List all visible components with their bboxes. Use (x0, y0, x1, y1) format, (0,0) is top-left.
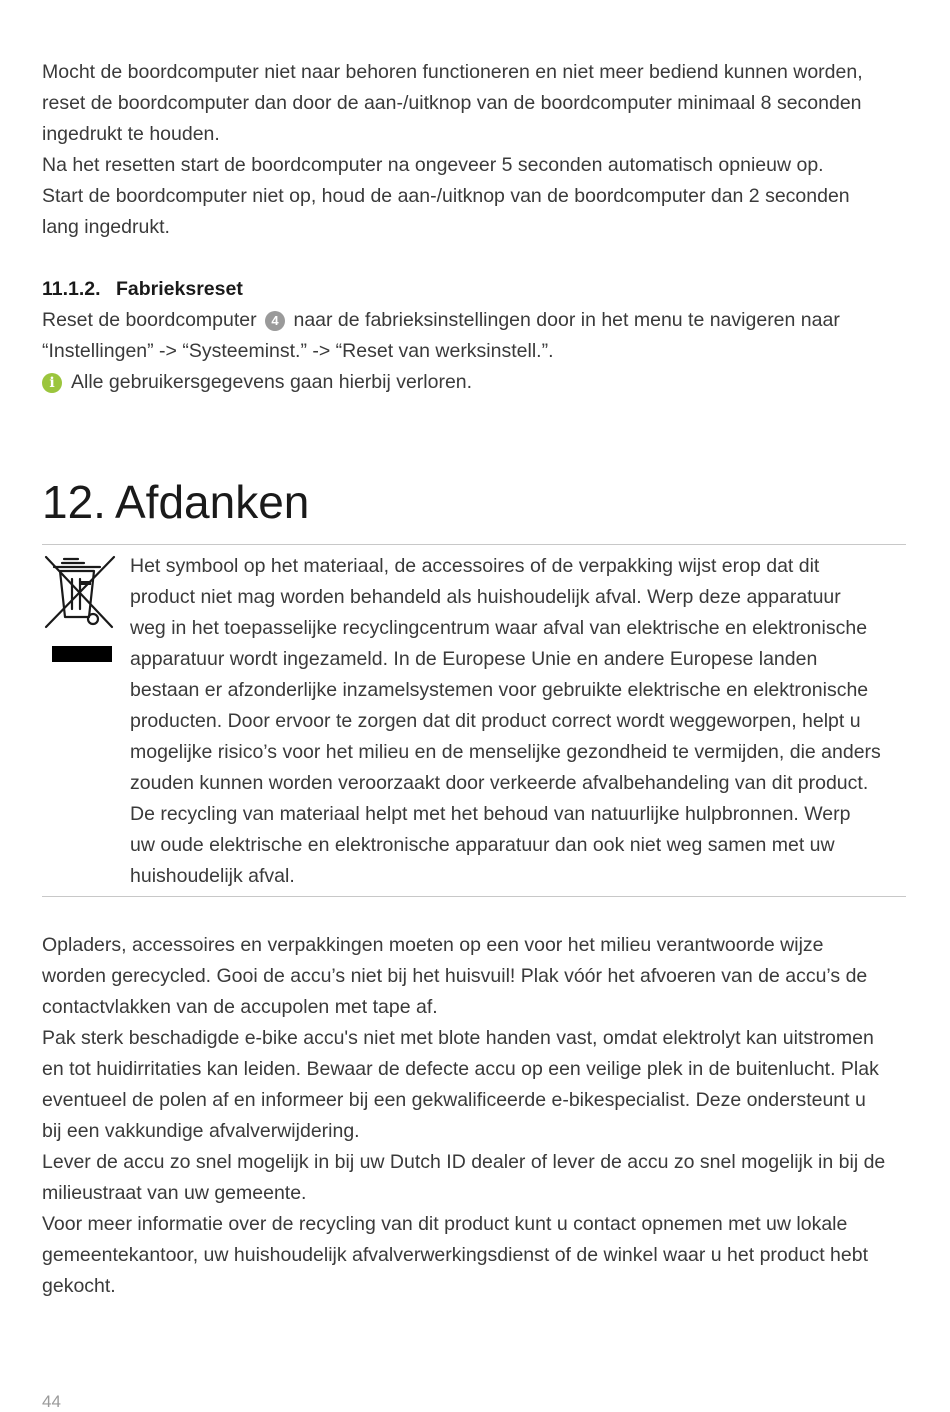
text-line: zouden kunnen worden veroorzaakt door verkeerde afvalbehandeling van dit product. (130, 772, 869, 794)
text-line: uw oude elektrische en elektronische apparatuur dan ook niet weg samen met uw (130, 834, 835, 856)
text-line: bij een vakkundige afvalverwijdering. (42, 1120, 360, 1142)
subsection-title: Fabrieksreset (116, 278, 243, 300)
text-line: producten. Door ervoor te zorgen dat dit product correct wordt weggeworpen, helpt u (130, 710, 861, 732)
text-line: product niet mag worden behandeld als huishoudelijk afval. Werp deze apparatuur (130, 586, 841, 608)
text-line: contactvlakken van de accupolen met tape af. (42, 996, 438, 1018)
text-line: Start de boordcomputer niet op, houd de aan-/uitknop van de boordcomputer dan 2 seconden (42, 185, 850, 207)
text-line: huishoudelijk afval. (130, 865, 295, 887)
page-number: 44 (42, 1392, 61, 1411)
weee-notice (42, 544, 906, 897)
text-line: en tot huidirritaties kan leiden. Bewaar de defecte accu op een veilige plek in de buitenlucht. Plak (42, 1058, 879, 1080)
text-line: gekocht. (42, 1275, 116, 1297)
text-line: Opladers, accessoires en verpakkingen moeten op een voor het milieu verantwoorde wijze (42, 934, 824, 956)
text-line: eventueel de polen af en informeer bij een gekwalificeerde e-bikespecialist. Deze ondersteunt u (42, 1089, 866, 1111)
text-line: milieustraat van uw gemeente. (42, 1182, 307, 1204)
text-line: worden gerecycled. Gooi de accu’s niet bij het huisvuil! Plak vóór het afvoeren van de accu’s de (42, 965, 868, 987)
text-segment: Reset de boordcomputer (42, 309, 257, 331)
document-page (42, 57, 906, 1302)
chapter-title: Afdanken (115, 476, 310, 528)
chapter-heading (42, 474, 906, 530)
text-line: Mocht de boordcomputer niet naar behoren functioneren en niet meer bediend kunnen worden, (42, 61, 863, 83)
text-line: ingedrukt te houden. (42, 123, 220, 145)
text-line: gemeentekantoor, uw huishoudelijk afvalverwerkingsdienst of de winkel waar u het product hebt (42, 1244, 868, 1266)
reset-section (42, 57, 906, 243)
component-number-marker: 4 (265, 311, 285, 331)
text-line: lang ingedrukt. (42, 216, 170, 238)
text-line: Voor meer informatie over de recycling van dit product kunt u contact opnemen met uw lokale (42, 1213, 848, 1235)
text-line: reset de boordcomputer dan door de aan-/uitknop van de boordcomputer minimaal 8 seconden (42, 92, 862, 114)
subsection-heading (42, 274, 906, 305)
text-line: apparatuur wordt ingezameld. In de Europese Unie en andere Europese landen (130, 648, 818, 670)
menu-path: “Instellingen” -> “Systeeminst.” -> “Reset van werksinstell.”. (42, 340, 554, 362)
subsection-number: 11.1.2. (42, 278, 101, 300)
text-line: mogelijke risico’s voor het milieu en de menselijke gezondheid te vermijden, die anders (130, 741, 881, 763)
reset-paragraph-3 (42, 181, 906, 243)
text-line: De recycling van materiaal helpt met het behoud van natuurlijke hulpbronnen. Werp (130, 803, 851, 825)
info-text: Alle gebruikersgegevens gaan hierbij verloren. (71, 371, 473, 393)
info-note (42, 367, 906, 398)
text-line: bestaan er afzonderlijke inzamelsystemen voor gebruikte elektrische en elektronische (130, 679, 869, 701)
crossed-out-wheelie-bin-icon (42, 551, 130, 892)
text-segment: naar de fabrieksinstellingen door in het menu te navigeren naar (293, 309, 840, 331)
text-line: Het symbool op het materiaal, de accessoires of de verpakking wijst erop dat dit (130, 555, 820, 577)
text-line: Pak sterk beschadigde e-bike accu's niet met blote handen vast, omdat elektrolyt kan uitstromen (42, 1027, 874, 1049)
factory-reset-section (42, 274, 906, 398)
chapter-number: 12. (42, 476, 106, 528)
factory-reset-instruction (42, 305, 906, 367)
weee-text (130, 551, 906, 892)
disposal-instructions (42, 930, 906, 1302)
text-line: Lever de accu zo snel mogelijk in bij uw Dutch ID dealer of lever de accu zo snel mogelijk in bij de (42, 1151, 886, 1173)
reset-paragraph-1 (42, 57, 906, 150)
text-line: weg in het toepasselijke recyclingcentrum waar afval van elektrische en elektronische (130, 617, 868, 639)
reset-paragraph-2: Na het resetten start de boordcomputer na ongeveer 5 seconden automatisch opnieuw op. (42, 154, 824, 176)
info-icon: i (42, 373, 62, 393)
